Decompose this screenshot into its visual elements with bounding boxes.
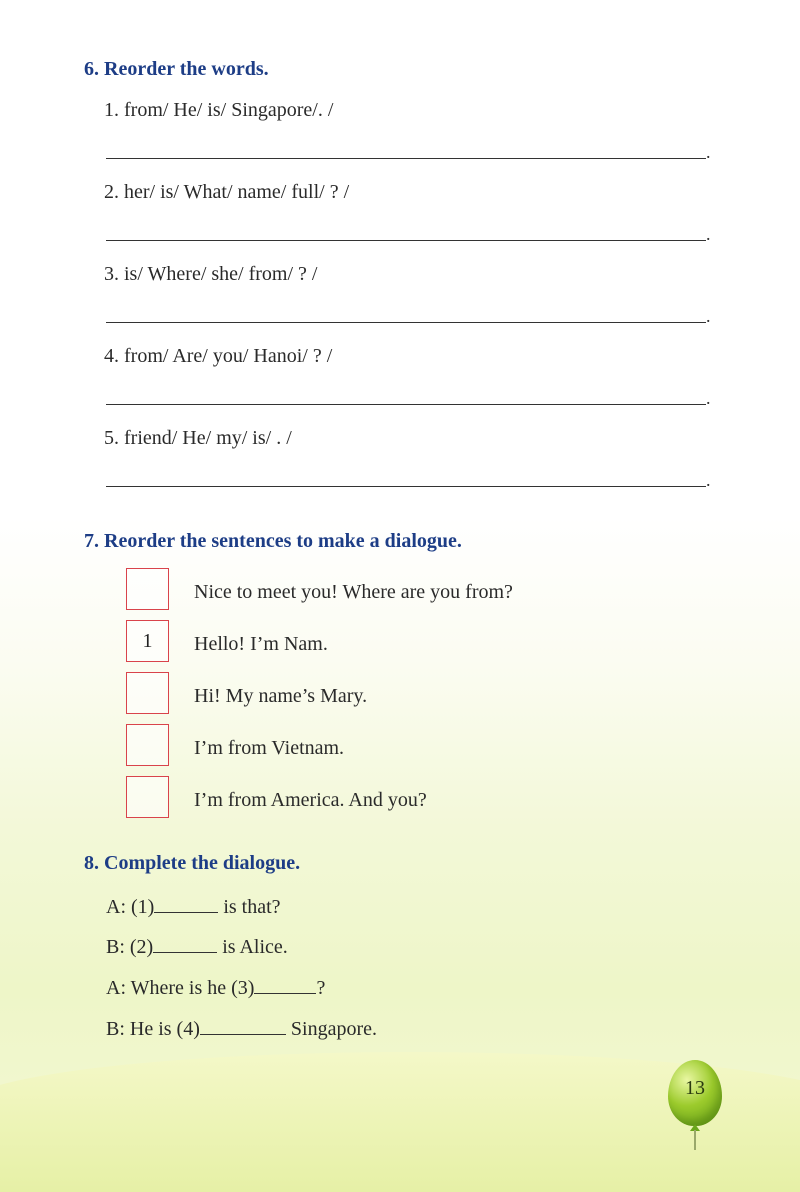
dialogue-line-2 xyxy=(106,934,288,959)
dialogue-line-4 xyxy=(106,1016,377,1041)
section-6-title: 6. Reorder the words. xyxy=(84,58,269,80)
answer-line-4-period: . xyxy=(706,388,711,408)
dialogue-line-2-end: is Alice. xyxy=(217,936,288,958)
dialogue-sentence-4: I’m from Vietnam. xyxy=(194,737,345,759)
reorder-item-3: 3. is/ Where/ she/ from/ ? / xyxy=(104,263,318,285)
blank-3[interactable] xyxy=(254,975,316,994)
answer-line-2[interactable] xyxy=(106,240,706,241)
reorder-item-5: 5. friend/ He/ my/ is/ . / xyxy=(104,427,292,449)
dialogue-line-4-start: B: He is (4) xyxy=(106,1018,200,1040)
balloon-string-icon xyxy=(694,1130,696,1150)
answer-line-2-period: . xyxy=(706,224,711,244)
answer-line-4[interactable] xyxy=(106,404,706,405)
dialogue-line-1-end: is that? xyxy=(218,896,281,918)
order-box-2[interactable]: 1 xyxy=(126,620,169,662)
dialogue-line-1 xyxy=(106,894,281,919)
dialogue-line-3 xyxy=(106,975,325,1000)
dialogue-line-1-start: A: (1) xyxy=(106,896,155,918)
section-7-title: 7. Reorder the sentences to make a dialogue. xyxy=(84,530,462,552)
dialogue-sentence-3: Hi! My name’s Mary. xyxy=(194,685,368,707)
reorder-item-1: 1. from/ He/ is/ Singapore/. / xyxy=(104,99,334,121)
section-8-title: 8. Complete the dialogue. xyxy=(84,852,301,874)
dialogue-sentence-2: Hello! I’m Nam. xyxy=(194,633,328,655)
order-box-5[interactable] xyxy=(126,776,169,818)
answer-line-3[interactable] xyxy=(106,322,706,323)
order-box-4[interactable] xyxy=(126,724,169,766)
dialogue-line-4-end: Singapore. xyxy=(285,1018,377,1040)
reorder-item-4: 4. from/ Are/ you/ Hanoi/ ? / xyxy=(104,345,333,367)
blank-4[interactable] xyxy=(200,1016,286,1035)
dialogue-line-2-start: B: (2) xyxy=(106,936,154,958)
answer-line-1[interactable] xyxy=(106,158,706,159)
blank-2[interactable] xyxy=(153,934,217,953)
order-box-1[interactable] xyxy=(126,568,169,610)
page-number: 13 xyxy=(685,1077,705,1099)
reorder-item-2: 2. her/ is/ What/ name/ full/ ? / xyxy=(104,181,350,203)
answer-line-5-period: . xyxy=(706,470,711,490)
dialogue-line-3-start: A: Where is he (3) xyxy=(106,977,255,999)
dialogue-sentence-1: Nice to meet you! Where are you from? xyxy=(194,581,513,603)
answer-line-3-period: . xyxy=(706,306,711,326)
order-box-3[interactable] xyxy=(126,672,169,714)
dialogue-sentence-5: I’m from America. And you? xyxy=(194,789,427,811)
dialogue-line-3-end: ? xyxy=(316,977,326,999)
blank-1[interactable] xyxy=(154,894,218,913)
answer-line-1-period: . xyxy=(706,142,711,162)
answer-line-5[interactable] xyxy=(106,486,706,487)
